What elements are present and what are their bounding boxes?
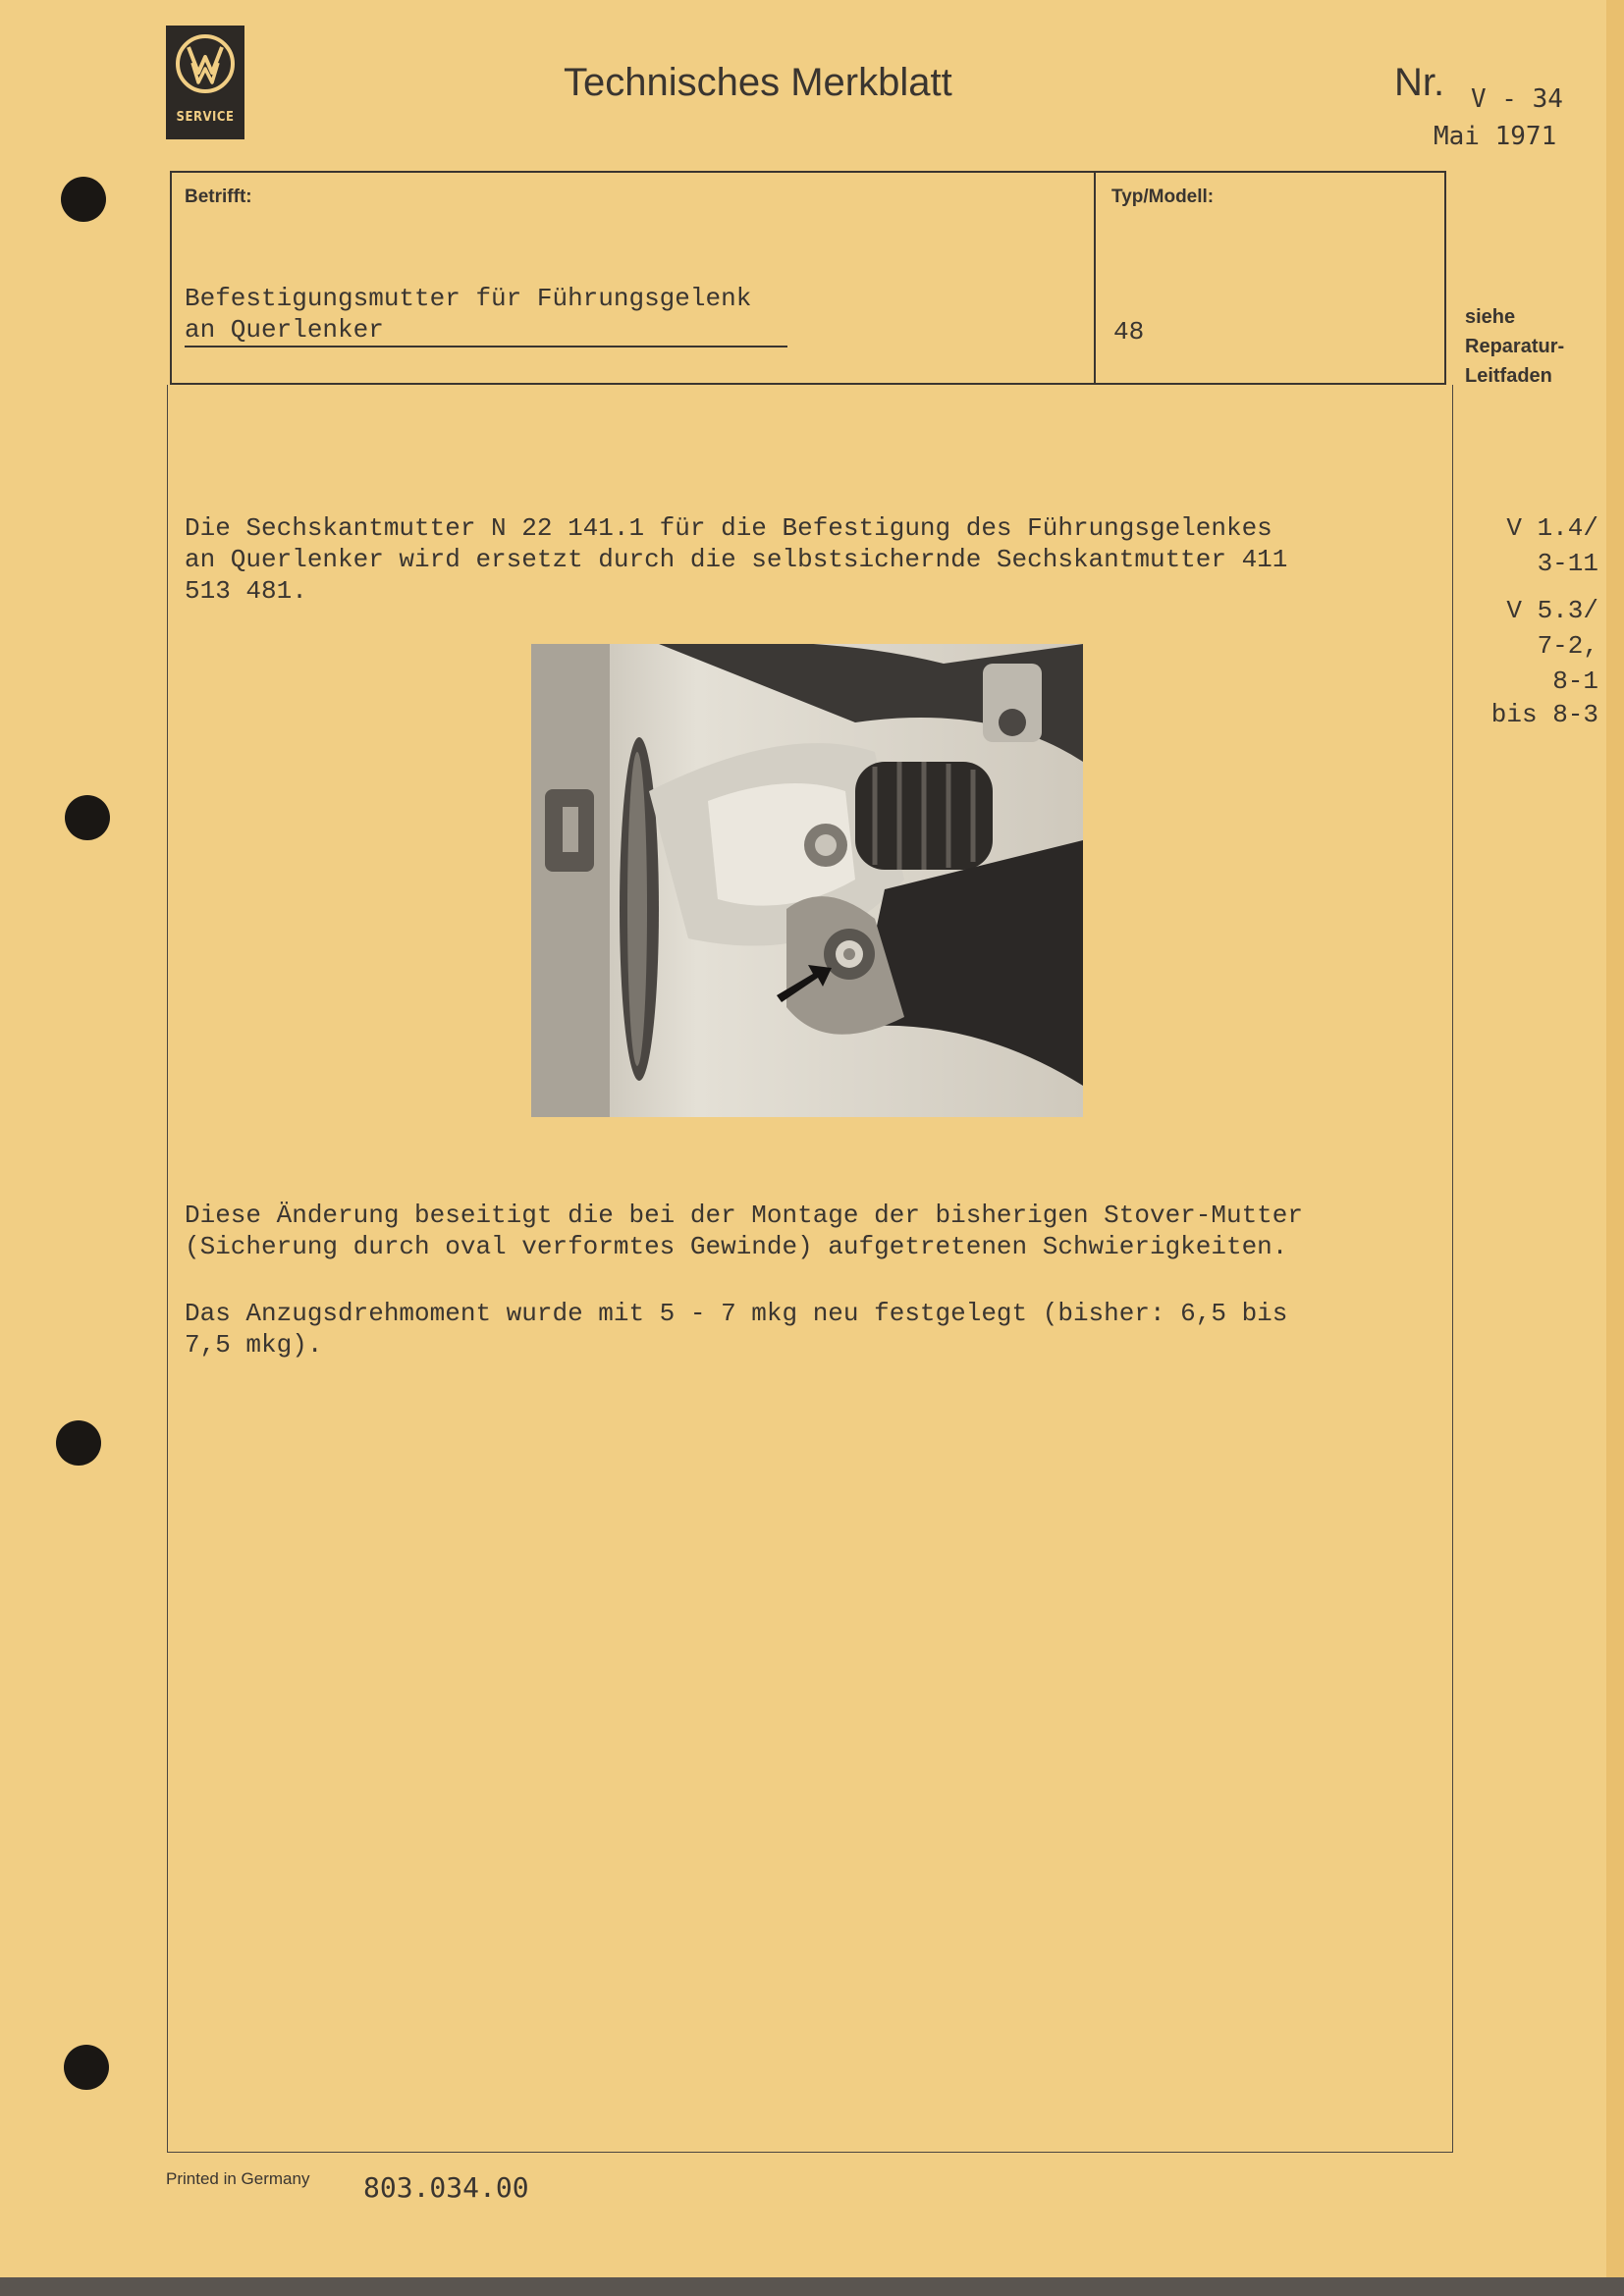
paragraph-1-line-3: 513 481. — [185, 576, 307, 606]
subject-box — [170, 171, 1446, 385]
subject-line-1: Befestigungsmutter für Führungsgelenk — [185, 284, 752, 313]
reference-item: bis 8-3 — [1490, 700, 1598, 729]
model-value: 48 — [1113, 317, 1145, 347]
service-label: SERVICE — [176, 110, 235, 125]
box-divider — [1094, 171, 1096, 385]
reference-heading-line: Reparatur- — [1465, 336, 1565, 357]
page-edge — [1606, 0, 1624, 2296]
reference-item: V 5.3/ — [1506, 596, 1598, 625]
subject-line-2: an Querlenker — [185, 315, 384, 345]
paragraph-3-line-1: Das Anzugsdrehmoment wurde mit 5 - 7 mkg neu festgelegt (bisher: 6,5 bis — [185, 1299, 1288, 1328]
reference-item: 3-11 — [1537, 549, 1598, 578]
reference-item: 8-1 — [1552, 667, 1598, 696]
punch-hole — [65, 795, 110, 840]
reference-heading-line: siehe — [1465, 306, 1516, 328]
issue-date: Mai 1971 — [1434, 122, 1557, 151]
typ-modell-label: Typ/Modell: — [1111, 187, 1215, 207]
paragraph-2-line-1: Diese Änderung beseitigt die bei der Montage der bisherigen Stover-Mutter — [185, 1201, 1303, 1230]
punch-hole — [61, 177, 106, 222]
reference-item: 7-2, — [1537, 631, 1598, 661]
printed-in-label: Printed in Germany — [166, 2169, 310, 2188]
vw-service-logo — [166, 26, 244, 139]
punch-hole — [56, 1420, 101, 1466]
reference-item: V 1.4/ — [1506, 513, 1598, 543]
suspension-photo — [531, 644, 1083, 1117]
paragraph-3-line-2: 7,5 mkg). — [185, 1330, 323, 1360]
betrifft-label: Betrifft: — [185, 187, 252, 207]
punch-hole — [64, 2045, 109, 2090]
vw-emblem-icon — [175, 33, 236, 94]
page-bottom-edge — [0, 2277, 1624, 2296]
paragraph-1-line-1: Die Sechskantmutter N 22 141.1 für die Befestigung des Führungsgelenkes — [185, 513, 1272, 543]
number-value: V - 34 — [1471, 84, 1563, 114]
reference-heading — [1465, 302, 1564, 391]
reference-heading-line: Leitfaden — [1465, 365, 1552, 387]
document-code: 803.034.00 — [363, 2171, 529, 2204]
paragraph-2-line-2: (Sicherung durch oval verformtes Gewinde) aufgetretenen Schwierigkeiten. — [185, 1232, 1288, 1261]
paragraph-1-line-2: an Querlenker wird ersetzt durch die selbstsichernde Sechskantmutter 411 — [185, 545, 1288, 574]
subject-underline — [185, 346, 787, 347]
document-title: Technisches Merkblatt — [564, 61, 952, 104]
number-label: Nr. — [1394, 61, 1445, 104]
